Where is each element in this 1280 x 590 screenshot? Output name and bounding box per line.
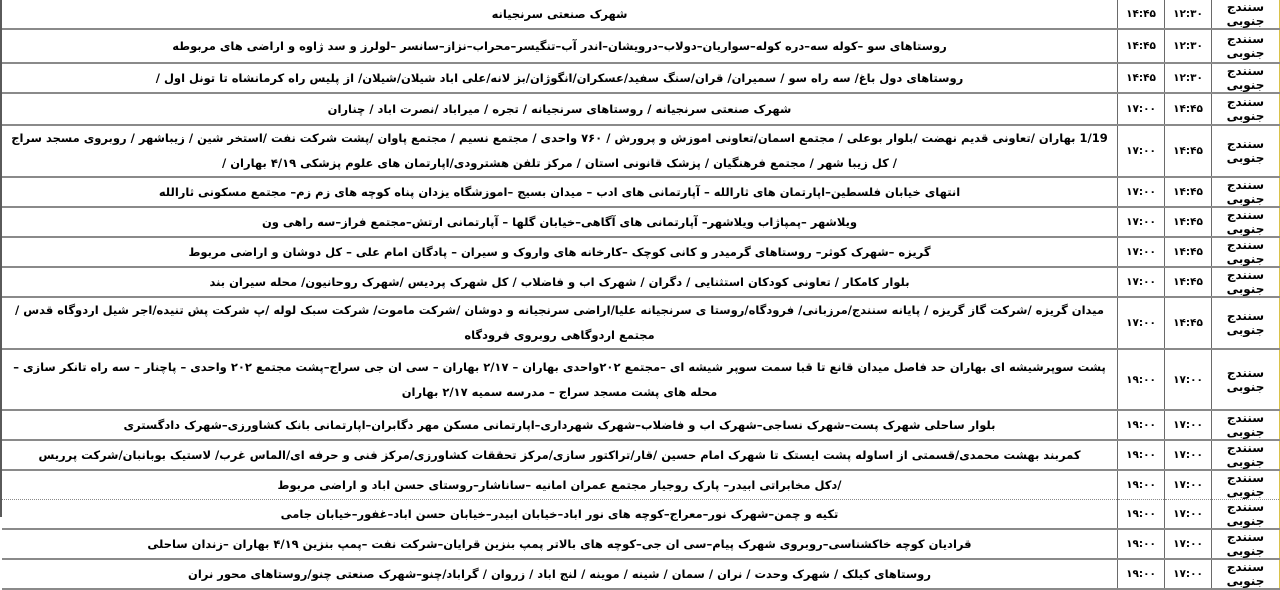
start-time-cell: ۱۴:۴۵ — [1165, 207, 1212, 237]
areas-cell: قرادیان کوچه خاکشناسی–روبروی شهرک پیام–سی ان جی–کوچه های بالاتر پمپ بنزین قرایان–شرکت نفت –پمپ بنزین ۴/۱۹ بهاران –زندان ساحلی — [2, 529, 1118, 559]
table-row — [2, 440, 1280, 470]
region-cell: سنندج جنوبی — [1212, 177, 1280, 207]
start-time-cell: ۱۴:۴۵ — [1165, 125, 1212, 177]
areas-cell: پشت سوپرشیشه ای بهاران حد فاصل میدان قانع تا قبا سمت سوپر شیشه ای –مجتمع ۲۰۲واحدی بهاران – ۲/۱۷ بهاران – سی ان جی سراج–پشت مجتمع ۲۰۲ واحدی – پاچنار – سه راه تانکر سازی – محله های پشت مسجد سراج – مدرسه سمیه ۲/۱۷ بهاران — [2, 349, 1118, 410]
end-time-cell: ۱۷:۰۰ — [1118, 267, 1165, 297]
end-time-cell: ۱۷:۰۰ — [1118, 237, 1165, 267]
table-row — [2, 93, 1280, 125]
start-time-cell: ۱۷:۰۰ — [1165, 500, 1212, 530]
region-cell: سنندج جنوبی — [1212, 440, 1280, 470]
start-time-cell: ۱۴:۴۵ — [1165, 237, 1212, 267]
areas-cell: شهرک صنعتی سرنجیانه / روستاهای سرنجیانه / تجره / میراباد /نصرت اباد / چناران — [2, 93, 1118, 125]
end-time-cell: ۱۹:۰۰ — [1118, 500, 1165, 530]
table-row — [2, 529, 1280, 559]
region-cell: سنندج جنوبی — [1212, 237, 1280, 267]
table-row — [2, 29, 1280, 63]
areas-cell: بلوار ساحلی شهرک پست–شهرک نساجی–شهرک اب و فاضلاب–شهرک شهرداری–اپارتمانی مسکن مهر دگابران–اپارتمانی بانک کشاورزی–شهرک دادگستری — [2, 410, 1118, 440]
table-row — [2, 237, 1280, 267]
start-time-cell: ۱۷:۰۰ — [1165, 529, 1212, 559]
start-time-cell: ۱۷:۰۰ — [1165, 410, 1212, 440]
region-cell: سنندج جنوبی — [1212, 29, 1280, 63]
end-time-cell: ۱۷:۰۰ — [1118, 207, 1165, 237]
table-row — [2, 297, 1280, 349]
end-time-cell: ۱۹:۰۰ — [1118, 349, 1165, 410]
areas-cell: ویلاشهر –پمپاژاب ویلاشهر– آپارتمانی های آگاهی–خیابان گلها – آپارتمانی ارتش–مجتمع فراز–سه راهی ون — [2, 207, 1118, 237]
region-cell: سنندج جنوبی — [1212, 559, 1280, 589]
table-row — [2, 559, 1280, 589]
start-time-cell: ۱۲:۳۰ — [1165, 29, 1212, 63]
start-time-cell: ۱۴:۴۵ — [1165, 297, 1212, 349]
areas-cell: انتهای خیابان فلسطین–اپارتمان های ثارالله – آپارتمانی های ادب – میدان بسیج –اموزشگاه یزدان پناه کوچه های زم زم– مجتمع مسکونی ثارالله — [2, 177, 1118, 207]
end-time-cell: ۱۷:۰۰ — [1118, 93, 1165, 125]
region-cell: سنندج جنوبی — [1212, 297, 1280, 349]
areas-cell: بلوار کامکار / تعاونی کودکان استثنایی / دگران / شهرک اب و فاضلاب / کل شهرک پردیس /شهرک روحانیون/ محله سیران بند — [2, 267, 1118, 297]
region-cell: سنندج جنوبی — [1212, 63, 1280, 93]
end-time-cell: ۱۹:۰۰ — [1118, 410, 1165, 440]
table-row — [2, 500, 1280, 530]
region-cell: سنندج جنوبی — [1212, 207, 1280, 237]
end-time-cell: ۱۹:۰۰ — [1118, 559, 1165, 589]
table-row — [2, 267, 1280, 297]
table-row — [2, 470, 1280, 500]
start-time-cell: ۱۲:۳۰ — [1165, 0, 1212, 29]
region-cell: سنندج جنوبی — [1212, 267, 1280, 297]
start-time-cell: ۱۲:۳۰ — [1165, 63, 1212, 93]
region-cell: سنندج جنوبی — [1212, 470, 1280, 500]
region-cell: سنندج جنوبی — [1212, 500, 1280, 530]
areas-cell: کمربند بهشت محمدی/قسمتی از اساوله پشت ایستک تا شهرک امام حسین /قار/تراکتور سازی/مرکز تحققات کشاورزی/مرکز فنی و حرفه ای/الماس غرب/ لاستیک بوبانبان/شرکت پرریس — [2, 440, 1118, 470]
end-time-cell: ۱۴:۴۵ — [1118, 63, 1165, 93]
table-row — [2, 410, 1280, 440]
table-row — [2, 0, 1280, 29]
end-time-cell: ۱۴:۴۵ — [1118, 29, 1165, 63]
table-row — [2, 125, 1280, 177]
areas-cell: میدان گریزه /شرکت گاز گریزه / پایانه سنندج/مرزبانی/ فرودگاه/روستا ی سرنجیانه علیا/اراضی سرنجیانه و دوشان /شرکت ماموت/ شرکت سبک لوله /پ شرکت پش تنیده/اجر شیل اردوگاه قدس / مجتمع اردوگاهی روبروی فرودگاه — [2, 297, 1118, 349]
areas-cell: شهرک صنعتی سرنجیانه — [2, 0, 1118, 29]
table-row — [2, 63, 1280, 93]
end-time-cell: ۱۴:۴۵ — [1118, 0, 1165, 29]
start-time-cell: ۱۷:۰۰ — [1165, 559, 1212, 589]
region-cell: سنندج جنوبی — [1212, 0, 1280, 29]
region-cell: سنندج جنوبی — [1212, 529, 1280, 559]
areas-cell: روستاهای کیلک / شهرک وحدت / نران / سمان / شینه / موینه / لنج اباد / زروان / گراباد/چنو–شهرک صنعتی چنو/روستاهای محور نران — [2, 559, 1118, 589]
end-time-cell: ۱۷:۰۰ — [1118, 125, 1165, 177]
region-cell: سنندج جنوبی — [1212, 410, 1280, 440]
areas-cell: تکیه و چمن–شهرک نور–معراج–کوچه های نور اباد–خیابان ابیدر–خیابان حسن اباد–غفور–خیابان جامی — [2, 500, 1118, 530]
start-time-cell: ۱۷:۰۰ — [1165, 470, 1212, 500]
areas-cell: روستاهای سو –کوله سه–دره کوله–سواریان–دولاب–درویشان–اندر آب–تنگیسر–محراب–نزاز–سانسر –لولرز و سد ژاوه و اراضی های مربوطه — [2, 29, 1118, 63]
end-time-cell: ۱۹:۰۰ — [1118, 529, 1165, 559]
end-time-cell: ۱۹:۰۰ — [1118, 440, 1165, 470]
table-row — [2, 177, 1280, 207]
schedule-body — [2, 0, 1280, 589]
areas-cell: 1/19 بهاران /تعاونی قدیم نهضت /بلوار بوعلی / مجتمع اسمان/تعاونی اموزش و پرورش / ۷۶۰ واحدی / مجتمع نسیم / مجتمع پاوان /پشت شرکت نفت /استخر شین / زیباشهر / روبروی مسجد سراج / کل زیبا شهر / مجتمع فرهنگیان / پزشک قانونی استان / مرکز تلفن هشترودی/اپارتمان های علوم پزشکی ۴/۱۹ بهاران / — [2, 125, 1118, 177]
end-time-cell: ۱۹:۰۰ — [1118, 470, 1165, 500]
outage-schedule-table — [2, 0, 1280, 590]
start-time-cell: ۱۷:۰۰ — [1165, 440, 1212, 470]
start-time-cell: ۱۴:۴۵ — [1165, 267, 1212, 297]
areas-cell: گریزه –شهرک کوثر– روستاهای گرمیدر و کانی کوچک –کارخانه های واروک و سیران – پادگان امام علی – کل دوشان و اراضی مربوط — [2, 237, 1118, 267]
end-time-cell: ۱۷:۰۰ — [1118, 177, 1165, 207]
region-cell: سنندج جنوبی — [1212, 349, 1280, 410]
areas-cell: /دکل مخابراتی ابیدر– پارک روجیار مجتمع عمران امانیه –ساناشار–روستای حسن اباد و اراضی مربوط — [2, 470, 1118, 500]
end-time-cell: ۱۷:۰۰ — [1118, 297, 1165, 349]
start-time-cell: ۱۴:۴۵ — [1165, 93, 1212, 125]
areas-cell: روستاهای دول باغ/ سه راه سو / سمیران/ قران/سنگ سفید/عسکران/انگوژان/بز لانه/علی اباد شیلان/شیلان/ از پلیس راه کرمانشاه تا تونل اول / — [2, 63, 1118, 93]
start-time-cell: ۱۴:۴۵ — [1165, 177, 1212, 207]
start-time-cell: ۱۷:۰۰ — [1165, 349, 1212, 410]
region-cell: سنندج جنوبی — [1212, 125, 1280, 177]
table-row — [2, 207, 1280, 237]
table-row — [2, 349, 1280, 410]
region-cell: سنندج جنوبی — [1212, 93, 1280, 125]
